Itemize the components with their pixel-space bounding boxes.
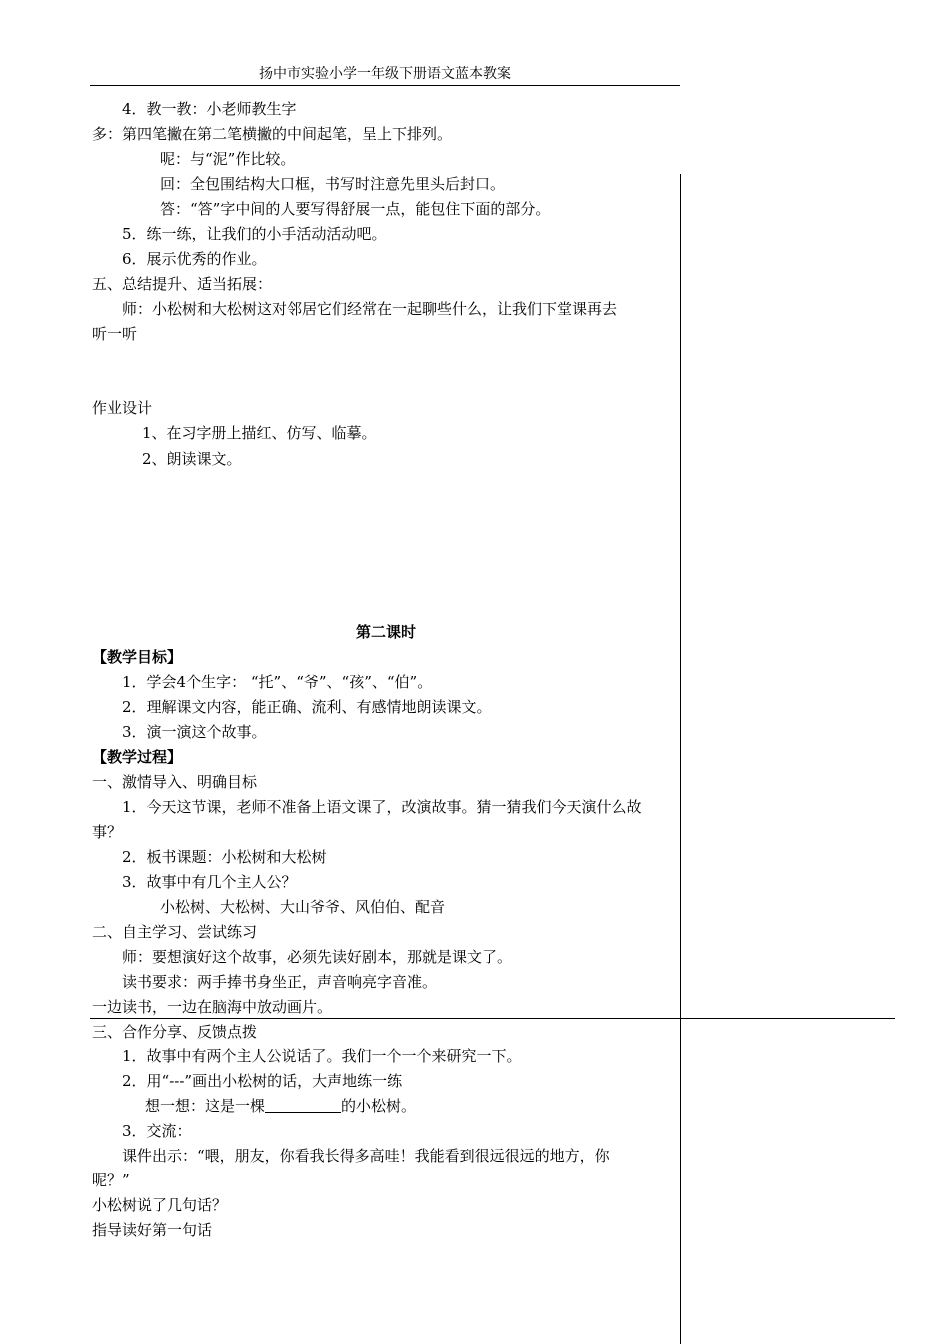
lesson-2-title: 第二课时 <box>355 623 416 641</box>
step-6: 6．展示优秀的作业。 <box>122 250 267 268</box>
characters-list: 小松树、大松树、大山爷爷、风伯伯、配音 <box>160 898 446 916</box>
teacher-line: 师：小松树和大松树这对邻居它们经常在一起聊些什么，让我们下堂课再去 <box>122 300 618 318</box>
process-1-1: 1．今天这节课，老师不准备上语文课了，改演故事。猜一猜我们今天演什么故 <box>122 798 642 816</box>
reading-tip: 一边读书，一边在脑海中放动画片。 <box>92 998 333 1016</box>
think-prompt <box>145 1094 733 1118</box>
section-5-heading: 五、总结提升、适当拓展： <box>92 275 273 293</box>
process-3-2: 2．用“---”画出小松树的话，大声地练一练 <box>122 1072 403 1090</box>
courseware-quote-cont: 呢？” <box>92 1171 130 1189</box>
homework-item-2: 2、朗读课文。 <box>142 450 242 468</box>
process-section-1: 一、激情导入、明确目标 <box>92 773 258 791</box>
courseware-quote: 课件出示：“喂，朋友，你看我长得多高哇！我能看到很远很远的地方，你 <box>122 1147 610 1165</box>
think-prompt-start: 想一想：这是一棵 <box>145 1097 266 1115</box>
process-1-3: 3．故事中有几个主人公？ <box>122 873 297 891</box>
question-sentences: 小松树说了几句话？ <box>92 1196 228 1214</box>
process-1-2: 2．板书课题：小松树和大松树 <box>122 848 327 866</box>
teacher-line-cont: 听一听 <box>92 325 138 343</box>
goal-3: 3．演一演这个故事。 <box>122 723 267 741</box>
goals-heading: 【教学目标】 <box>92 648 183 666</box>
process-2-teacher: 师：要想演好这个故事，必须先读好剧本，那就是课文了。 <box>122 948 513 966</box>
table-vertical-rule <box>680 174 681 1344</box>
char-ne: 呢：与“泥”作比较。 <box>160 150 296 168</box>
guide-reading: 指导读好第一句话 <box>92 1221 213 1239</box>
process-section-2: 二、自主学习、尝试练习 <box>92 923 258 941</box>
fill-blank <box>265 1096 341 1113</box>
process-3-1: 1．故事中有两个主人公说话了。我们一个一个来研究一下。 <box>122 1047 522 1065</box>
homework-item-1: 1、在习字册上描红、仿写、临摹。 <box>142 424 377 442</box>
think-prompt-end: 的小松树。 <box>341 1097 417 1115</box>
char-da: 答：“答”字中间的人要写得舒展一点，能包住下面的部分。 <box>160 200 551 218</box>
process-3-3: 3．交流： <box>122 1122 192 1140</box>
homework-title: 作业设计 <box>92 399 153 417</box>
goal-2: 2．理解课文内容，能正确、流利、有感情地朗读课文。 <box>122 698 492 716</box>
reading-requirement: 读书要求：两手捧书身坐正，声音响亮字音准。 <box>122 973 438 991</box>
goal-1: 1．学会4个生字： “托”、“爷”、“孩”、“伯”。 <box>122 673 433 691</box>
step-5: 5．练一练，让我们的小手活动活动吧。 <box>122 225 387 243</box>
step-4: 4．教一教：小老师教生字 <box>122 100 297 118</box>
char-hui: 回：全包围结构大口框，书写时注意先里头后封口。 <box>160 175 506 193</box>
process-1-1-cont: 事？ <box>92 823 123 841</box>
process-section-3: 三、合作分享、反馈点拨 <box>92 1023 258 1041</box>
char-duo: 多：第四笔撇在第二笔横撇的中间起笔，呈上下排列。 <box>92 125 453 143</box>
process-heading: 【教学过程】 <box>92 748 183 766</box>
page-header: 扬中市实验小学一年级下册语文蓝本教案 <box>259 66 511 82</box>
header-rule <box>90 85 680 86</box>
